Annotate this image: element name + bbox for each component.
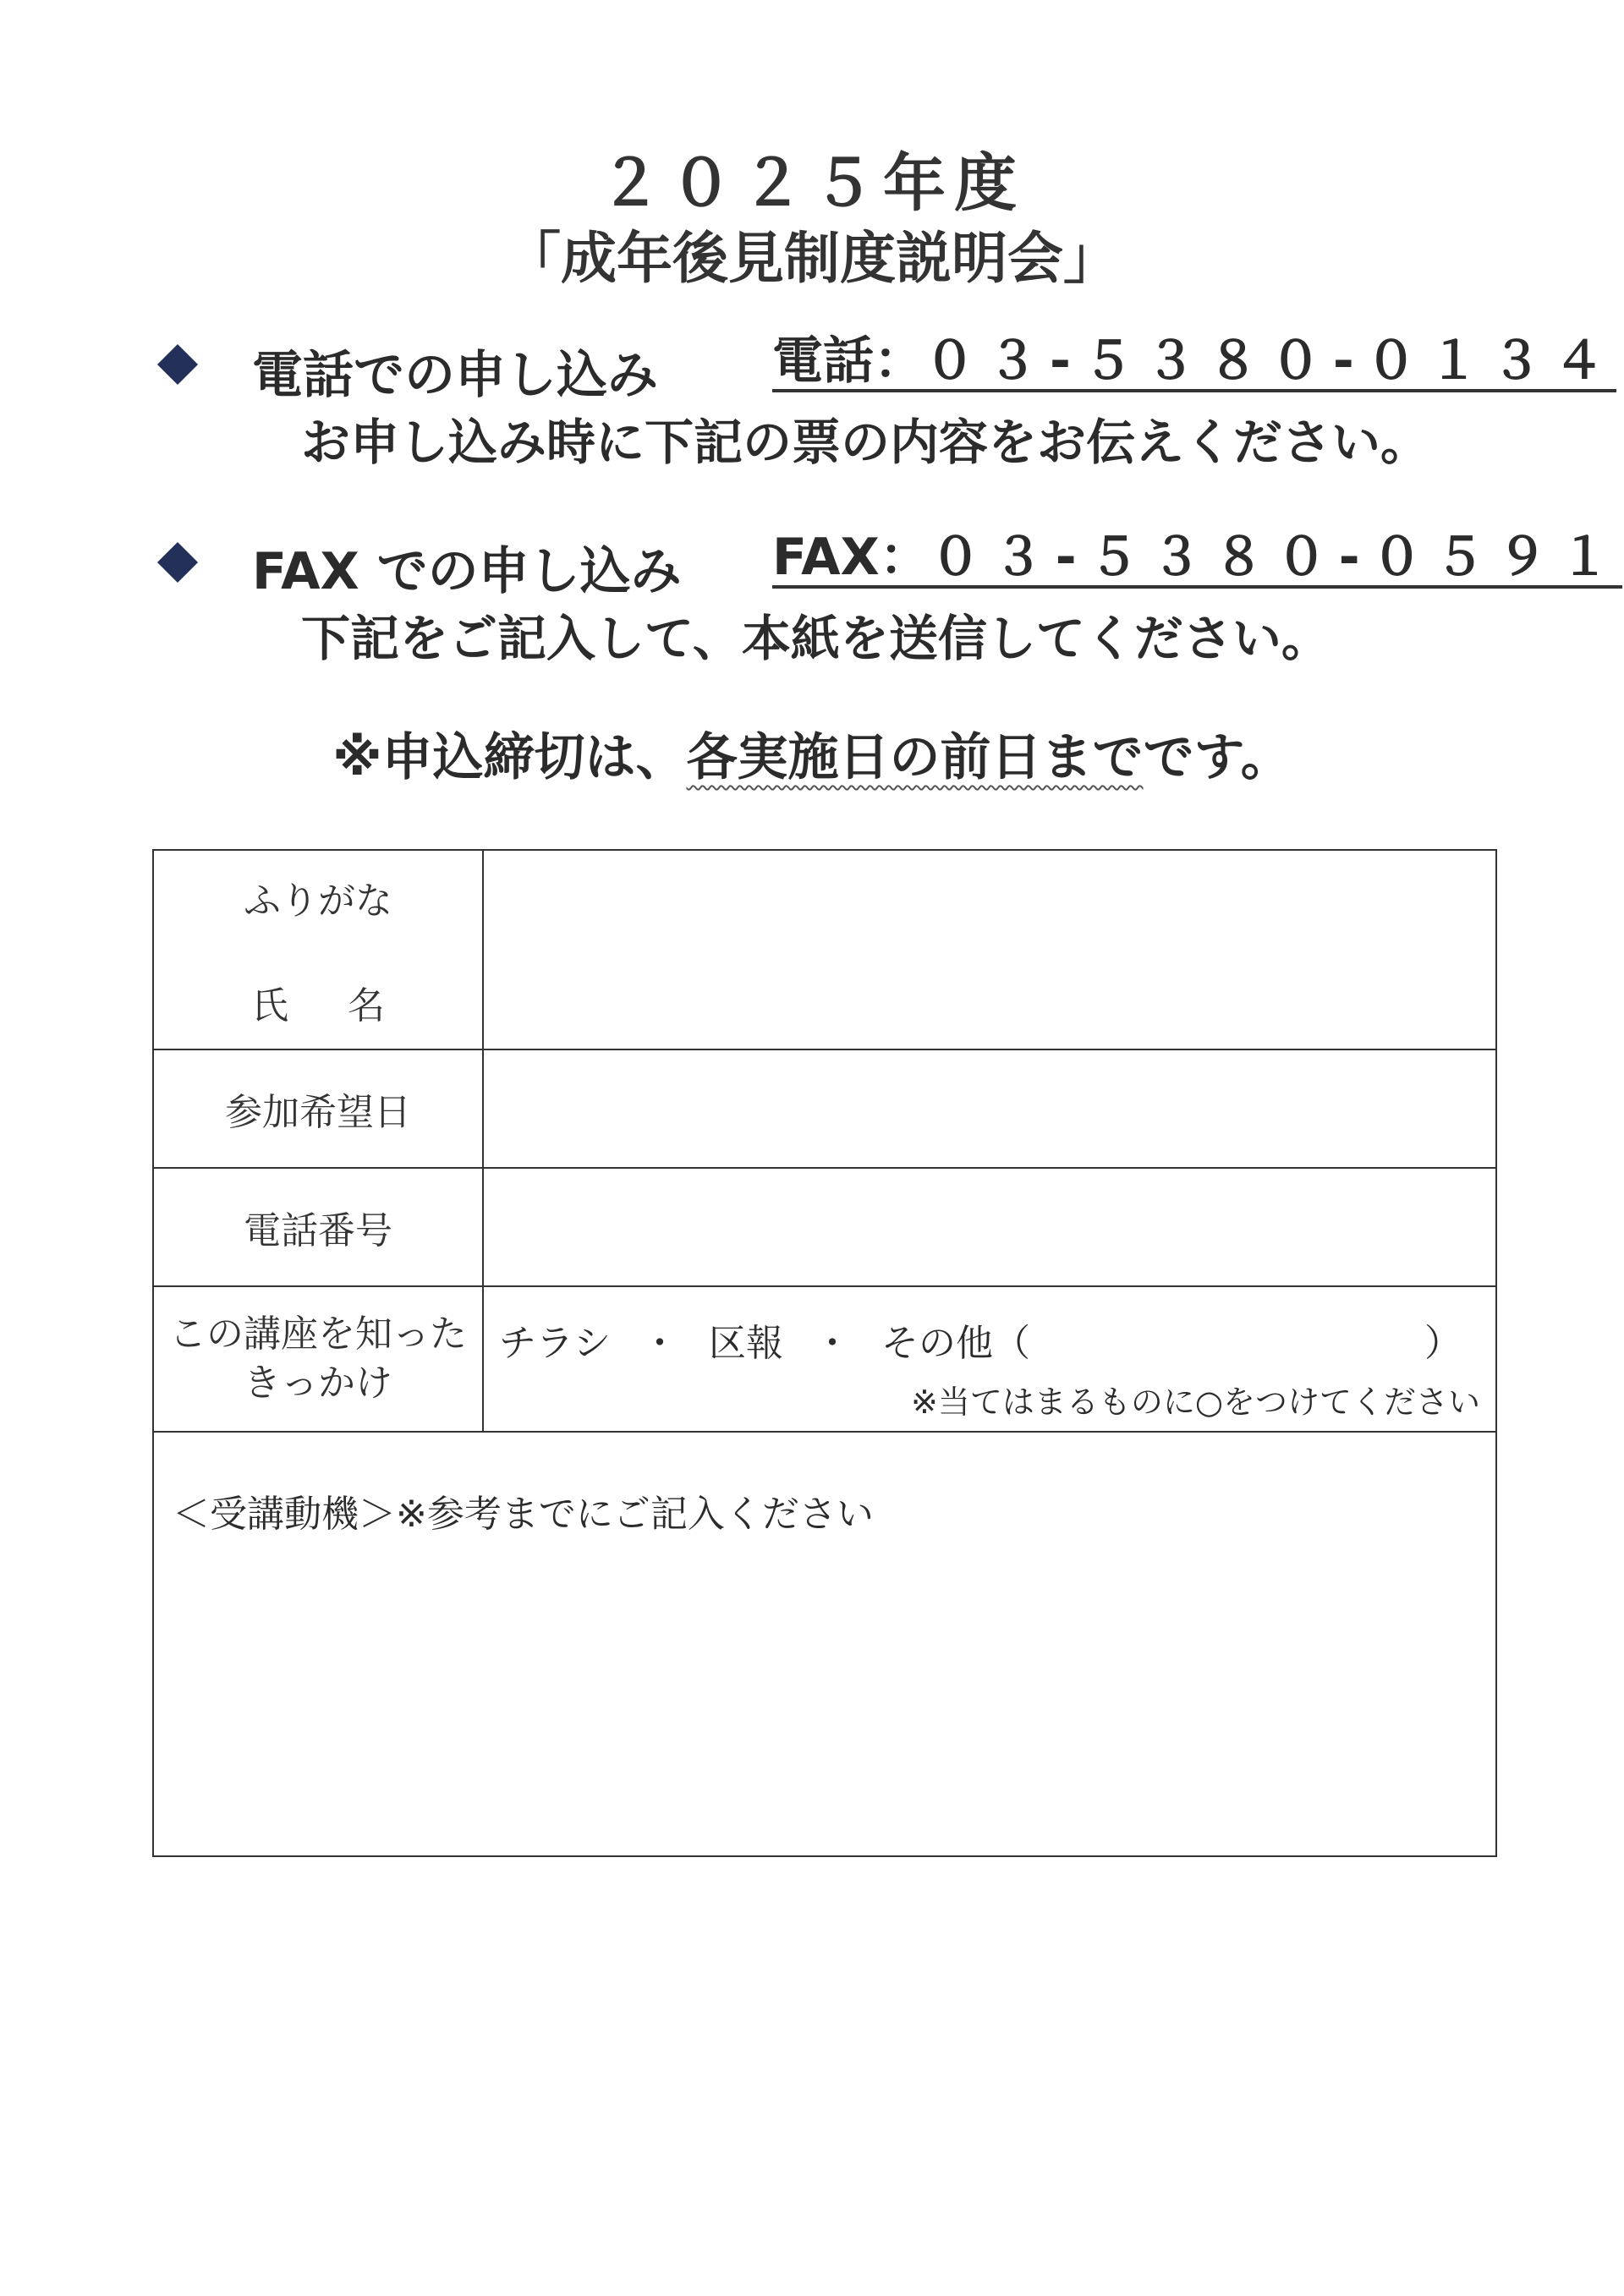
phone-instruction: お申し込み時に下記の票の内容をお伝えください。 [301, 414, 1430, 471]
motive-field[interactable] [153, 1432, 1496, 1856]
deadline-note [0, 717, 1624, 790]
trigger-label-line2: きっかけ [244, 1362, 392, 1405]
option-other-close: ） [1424, 1322, 1462, 1365]
trigger-options-cell[interactable] [483, 1286, 1496, 1432]
phone-number [772, 333, 1616, 392]
deadline-emphasis: 各実施日の前日まで [686, 728, 1144, 787]
page-title-year: ２０２５年度 [599, 147, 1025, 220]
fax-instruction: 下記をご記入して、本紙を送信してください。 [301, 610, 1330, 667]
trigger-label-cell [153, 1286, 483, 1432]
option-separator: ・ [814, 1322, 851, 1365]
tel-label: 電話番号 [153, 1168, 483, 1286]
fax-prefix: FAX： [772, 528, 930, 587]
fax-number-value: ０３‐５３８０‐０５９１ [930, 528, 1622, 587]
application-form [152, 849, 1497, 1857]
option-other[interactable]: その他（ [881, 1322, 1030, 1365]
page-title-event: 「成年後見制度説明会」 [505, 226, 1119, 291]
trigger-label-line1: この講座を知った [169, 1312, 467, 1356]
name-field[interactable] [483, 850, 1496, 1049]
option-flyer[interactable]: チラシ [499, 1322, 611, 1365]
fax-method: FAX での申し込み [252, 542, 682, 601]
fax-number [772, 529, 1622, 589]
option-separator: ・ [641, 1322, 678, 1365]
tel-field[interactable] [483, 1168, 1496, 1286]
deadline-prefix: ※申込締切は、 [332, 728, 687, 787]
date-label: 参加希望日 [153, 1049, 483, 1168]
motive-label: ＜受講動機＞※参考までにご記入ください [173, 1493, 874, 1536]
phone-method: 電話での申し込み [252, 346, 658, 405]
options-note: ※当てはまるものに○をつけてください [911, 1384, 1480, 1421]
diamond-bullet-icon [157, 542, 198, 583]
furigana-label: ふりがな [244, 879, 392, 923]
name-label: 氏名 [251, 984, 444, 1027]
diamond-bullet-icon [157, 344, 198, 385]
option-ward-newsletter[interactable]: 区報 [709, 1322, 783, 1365]
name-label-cell [153, 850, 483, 1049]
trigger-options [499, 1312, 1061, 1367]
date-field[interactable] [483, 1049, 1496, 1168]
phone-prefix: 電話： [772, 332, 924, 391]
phone-number-value: ０３‐５３８０‐０１３４ [924, 332, 1616, 391]
deadline-suffix: です。 [1143, 728, 1292, 787]
